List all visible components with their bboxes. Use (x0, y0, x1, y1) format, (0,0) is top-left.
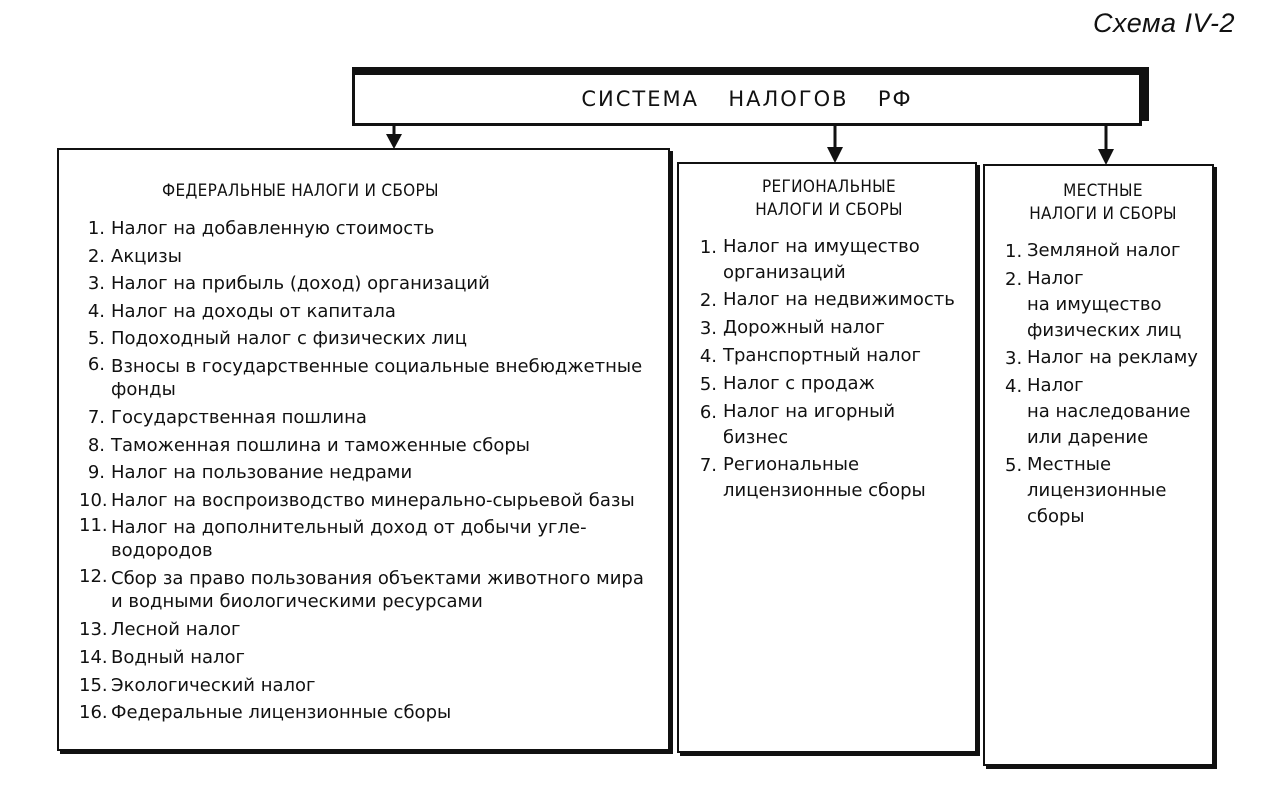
regional-tax-item-number: 5. (699, 374, 717, 395)
arrowhead-federal (386, 134, 402, 149)
local-tax-item (1005, 452, 1206, 530)
regional-tax-item-text: Региональные лицензионные сборы (723, 454, 926, 501)
local-tax-item-text: Налог на имущество физических лиц (1027, 268, 1182, 341)
regional-taxes-list (679, 234, 975, 504)
federal-tax-item (79, 298, 658, 326)
federal-tax-item-number: 2. (87, 245, 105, 267)
federal-taxes-title: ФЕДЕРАЛЬНЫЕ НАЛОГИ И СБОРЫ (162, 181, 439, 201)
federal-tax-item (79, 644, 658, 672)
regional-tax-item-number: 4. (699, 346, 717, 367)
regional-tax-item-number: 1. (699, 237, 717, 258)
federal-tax-item (79, 459, 658, 487)
federal-tax-item-number: 8. (87, 434, 105, 456)
root-box-tax-system (352, 72, 1142, 126)
federal-tax-item-number: 9. (87, 462, 105, 484)
local-tax-item-number: 1. (1005, 241, 1023, 262)
federal-tax-item (79, 487, 658, 515)
federal-tax-item-text: Экологический налог (111, 674, 316, 696)
local-tax-item (1005, 345, 1206, 372)
regional-tax-item-number: 6. (699, 402, 717, 423)
federal-tax-item-number: 13. (79, 619, 108, 641)
regional-tax-item (697, 234, 969, 286)
federal-tax-item-text: Налог на пользование недрами (111, 462, 413, 484)
root-title: СИСТЕМА НАЛОГОВ РФ (581, 87, 913, 111)
federal-tax-item (79, 432, 658, 460)
federal-tax-item (79, 353, 658, 404)
federal-tax-item-number: 7. (87, 406, 105, 428)
regional-tax-item (697, 315, 969, 342)
federal-tax-item-text: Налог на добавленную стоимость (111, 218, 435, 239)
federal-tax-item (79, 404, 658, 432)
regional-tax-item (697, 371, 969, 398)
federal-taxes-box (57, 148, 670, 751)
local-tax-item-text: Налог на наследование или дарение (1027, 375, 1191, 448)
local-tax-item-number: 4. (1005, 376, 1023, 397)
regional-tax-item (697, 399, 969, 451)
federal-tax-item-text: Лесной налог (111, 619, 241, 641)
federal-tax-item-text: Водный налог (111, 646, 245, 668)
federal-tax-item-number: 14. (79, 646, 108, 668)
local-taxes-list (985, 238, 1212, 530)
regional-tax-item (697, 343, 969, 370)
arrowhead-regional (827, 147, 843, 163)
federal-taxes-list (59, 215, 668, 727)
regional-tax-item-text: Транспортный налог (723, 345, 921, 366)
federal-tax-item-number: 1. (87, 218, 105, 239)
regional-taxes-title: РЕГИОНАЛЬНЫЕ НАЛОГИ И СБОРЫ (755, 177, 903, 220)
local-tax-item (1005, 373, 1206, 451)
local-tax-item-number: 3. (1005, 348, 1023, 369)
federal-tax-item-number: 6. (87, 353, 105, 375)
local-tax-item-text: Налог на рекламу (1027, 347, 1198, 368)
regional-tax-item-number: 7. (699, 455, 717, 476)
federal-tax-item-number: 3. (87, 273, 105, 295)
federal-tax-item-text: Налог на дополнительный доход от добычи угле- водородов (111, 517, 587, 562)
federal-tax-item-text: Федеральные лицензионные сборы (111, 702, 452, 724)
federal-tax-item (79, 243, 658, 271)
federal-tax-item-text: Государственная пошлина (111, 406, 367, 428)
federal-tax-item-number: 4. (87, 300, 105, 322)
federal-tax-item-text: Налог на прибыль (доход) организаций (111, 273, 490, 295)
federal-tax-item-number: 15. (79, 674, 108, 696)
regional-tax-item-number: 3. (699, 318, 717, 339)
regional-tax-item-text: Налог на игорный бизнес (723, 401, 896, 448)
federal-tax-item (79, 672, 658, 700)
local-tax-item-text: Земляной налог (1027, 240, 1181, 261)
arrowhead-local (1098, 149, 1114, 165)
regional-tax-item (697, 287, 969, 314)
federal-tax-item-text: Взносы в государственные социальные внебюджетные фонды (111, 355, 643, 400)
local-tax-item (1005, 266, 1206, 344)
federal-tax-item (79, 325, 658, 353)
regional-tax-item-text: Налог с продаж (723, 373, 875, 394)
federal-tax-item-text: Подоходный налог с физических лиц (111, 328, 467, 350)
federal-tax-item (79, 699, 658, 727)
federal-tax-item-number: 16. (79, 702, 108, 724)
federal-tax-item-text: Сбор за право пользования объектами животного мира и водными биологическими ресурсами (111, 568, 644, 613)
federal-tax-item (79, 270, 658, 298)
federal-tax-item (79, 215, 658, 243)
federal-tax-item-number: 10. (79, 489, 108, 511)
local-taxes-title: МЕСТНЫЕ НАЛОГИ И СБОРЫ (1029, 181, 1177, 224)
federal-tax-item (79, 616, 658, 644)
federal-tax-item-text: Акцизы (111, 245, 182, 267)
federal-tax-item-number: 5. (87, 328, 105, 350)
regional-tax-item-number: 2. (699, 290, 717, 311)
federal-tax-item (79, 565, 658, 616)
local-tax-item-number: 5. (1005, 455, 1023, 476)
regional-taxes-box (677, 162, 977, 753)
local-tax-item (1005, 238, 1206, 265)
federal-tax-item-text: Таможенная пошлина и таможенные сборы (111, 434, 531, 456)
local-tax-item-text: Местные лицензионные сборы (1027, 454, 1167, 527)
regional-tax-item-text: Дорожный налог (723, 317, 885, 338)
scheme-label: Схема IV-2 (1093, 8, 1235, 38)
federal-tax-item-number: 12. (79, 566, 108, 588)
regional-tax-item-text: Налог на имущество организаций (723, 236, 920, 283)
local-taxes-box (983, 164, 1214, 766)
local-tax-item-number: 2. (1005, 269, 1023, 290)
federal-tax-item (79, 514, 658, 565)
federal-tax-item-number: 11. (79, 515, 108, 537)
regional-tax-item-text: Налог на недвижимость (723, 289, 955, 310)
federal-tax-item-text: Налог на воспроизводство минерально-сырьевой базы (111, 489, 635, 511)
regional-tax-item (697, 452, 969, 504)
federal-tax-item-text: Налог на доходы от капитала (111, 300, 396, 322)
